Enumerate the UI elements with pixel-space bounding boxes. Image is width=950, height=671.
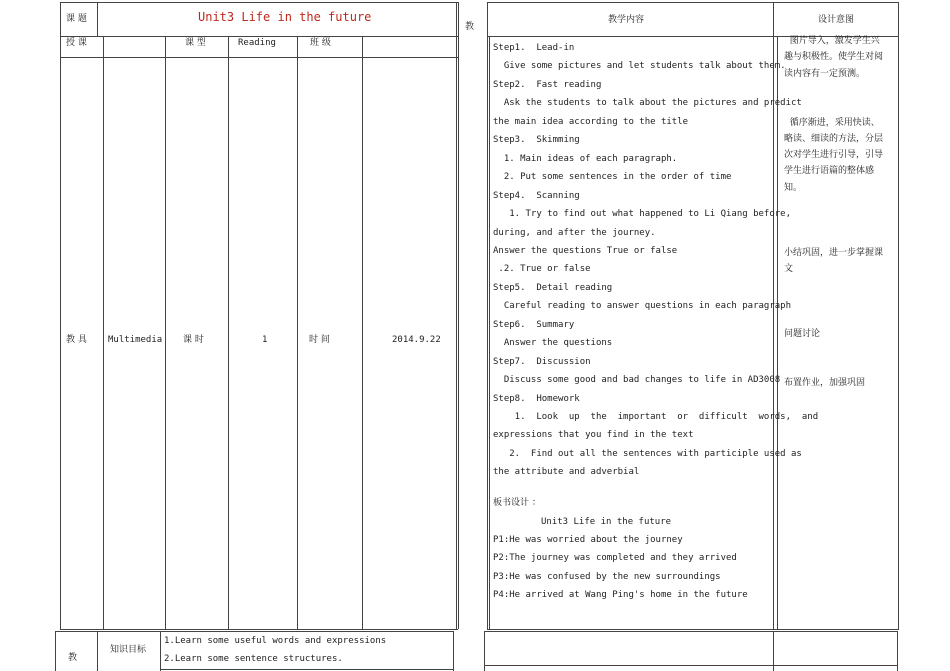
type-value: Reading	[238, 38, 276, 48]
bottom-jiao-label: 教	[68, 653, 78, 663]
grid-line	[458, 2, 459, 629]
design-note-line: 循序渐进，采用快读、	[784, 117, 880, 128]
grid-line	[773, 2, 774, 629]
grid-line	[897, 631, 898, 671]
lesson-title: Unit3 Life in the future	[198, 10, 372, 24]
lesson-label: 课 题	[66, 14, 87, 24]
content-line: Step4. Scanning	[493, 190, 580, 201]
content-line: .2. True or false	[493, 264, 591, 275]
content-line: expressions that you find in the text	[493, 430, 694, 441]
blackboard-line: P3:He was confused by the new surroundings	[493, 571, 721, 582]
grid-line	[60, 2, 61, 629]
design-note-line: 知。	[784, 182, 803, 193]
design-note-line: 布置作业，加强巩固	[784, 378, 866, 389]
grid-line	[453, 631, 454, 671]
grid-line	[60, 36, 458, 37]
content-line: Step8. Homework	[493, 393, 580, 404]
grid-line	[55, 631, 453, 632]
content-line: Careful reading to answer questions in each paragraph	[493, 301, 792, 312]
content-header: 教学内容	[608, 15, 645, 25]
design-note-line: 次对学生进行引导，引导	[784, 150, 884, 161]
grid-line	[160, 669, 453, 670]
grid-line	[97, 631, 98, 671]
content-line: Step1. Lead-in	[493, 43, 575, 53]
class-label: 班 级	[310, 38, 331, 48]
grid-line	[456, 2, 457, 629]
grid-line	[103, 36, 104, 629]
content-line: Give some pictures and let students talk about them.	[493, 61, 786, 72]
grid-line	[165, 36, 166, 629]
date-value: 2014.9.22	[392, 335, 441, 345]
blackboard-label: 板书设计 ：	[493, 498, 541, 508]
design-note-line: 问题讨论	[784, 329, 821, 340]
tools-label: 教 具	[66, 335, 87, 345]
grid-line	[55, 631, 56, 671]
teacher-label: 授 课	[66, 38, 87, 48]
content-line: Answer the questions True or false	[493, 245, 678, 256]
knowledge-label: 知识目标	[110, 645, 147, 655]
content-line: 1. Look up the important or difficult words, and	[493, 412, 819, 422]
content-line: 2. Put some sentences in the order of time	[493, 172, 732, 183]
grid-line	[60, 629, 458, 630]
grid-line	[487, 2, 488, 629]
content-line: Step2. Fast reading	[493, 79, 602, 90]
design-note-line: 文	[784, 264, 794, 275]
design-note-line: 略读、细读的方法，分层	[784, 133, 884, 144]
grid-line	[773, 631, 774, 671]
grid-line	[487, 629, 899, 630]
grid-line	[228, 36, 229, 629]
grid-line	[297, 36, 298, 629]
design-note-line: 趣与积极性。使学生对阅	[784, 52, 884, 63]
tools-value: Multimedia	[108, 335, 163, 345]
grid-line	[60, 57, 458, 58]
time-label: 时 间	[309, 335, 330, 345]
blackboard-line: P1:He was worried about the journey	[493, 535, 683, 545]
type-label: 课 型	[185, 38, 206, 48]
blackboard-line: P2:The journey was completed and they arrived	[493, 553, 737, 564]
goal-2: 2.Learn some sentence structures.	[164, 654, 343, 664]
grid-line	[160, 631, 161, 671]
design-note-line: 学生进行语篇的整体感	[784, 166, 875, 177]
grid-line	[489, 36, 490, 629]
jiao-label: 教	[465, 22, 475, 32]
blackboard-title: Unit3 Life in the future	[541, 517, 672, 527]
grid-line	[484, 631, 897, 632]
content-line: 1. Main ideas of each paragraph.	[493, 153, 678, 164]
content-line: 2. Find out all the sentences with participle used as	[493, 448, 802, 459]
grid-line	[484, 631, 485, 671]
goal-1: 1.Learn some useful words and expressions	[164, 636, 387, 646]
content-line: during, and after the journey.	[493, 227, 656, 238]
content-line: Step6. Summary	[493, 319, 575, 330]
content-line: 1. Try to find out what happened to Li Qiang before,	[493, 209, 792, 220]
grid-line	[898, 2, 899, 629]
design-header: 设计意图	[818, 15, 855, 25]
grid-line	[777, 36, 778, 629]
blackboard-line: P4:He arrived at Wang Ping's home in the future	[493, 590, 748, 601]
content-line: Step3. Skimming	[493, 135, 580, 146]
hours-value: 1	[262, 335, 268, 345]
design-note-line: 小结巩固，进一步掌握课	[784, 247, 884, 258]
grid-line	[487, 2, 899, 3]
design-note-line: 图片导入，激发学生兴	[784, 36, 880, 46]
grid-line	[362, 36, 363, 629]
grid-line	[484, 665, 897, 666]
grid-line	[97, 2, 98, 36]
content-line: Ask the students to talk about the pictures and predict	[493, 98, 802, 109]
content-line: the main idea according to the title	[493, 116, 689, 127]
content-line: Step7. Discussion	[493, 356, 591, 367]
hours-label: 课 时	[183, 335, 204, 345]
grid-line	[60, 2, 458, 3]
content-line: Step5. Detail reading	[493, 282, 613, 293]
content-line: Discuss some good and bad changes to life in AD3008	[493, 375, 781, 386]
design-note-line: 读内容有一定预测。	[784, 68, 866, 79]
content-line: Answer the questions	[493, 338, 613, 349]
content-line: the attribute and adverbial	[493, 467, 640, 478]
